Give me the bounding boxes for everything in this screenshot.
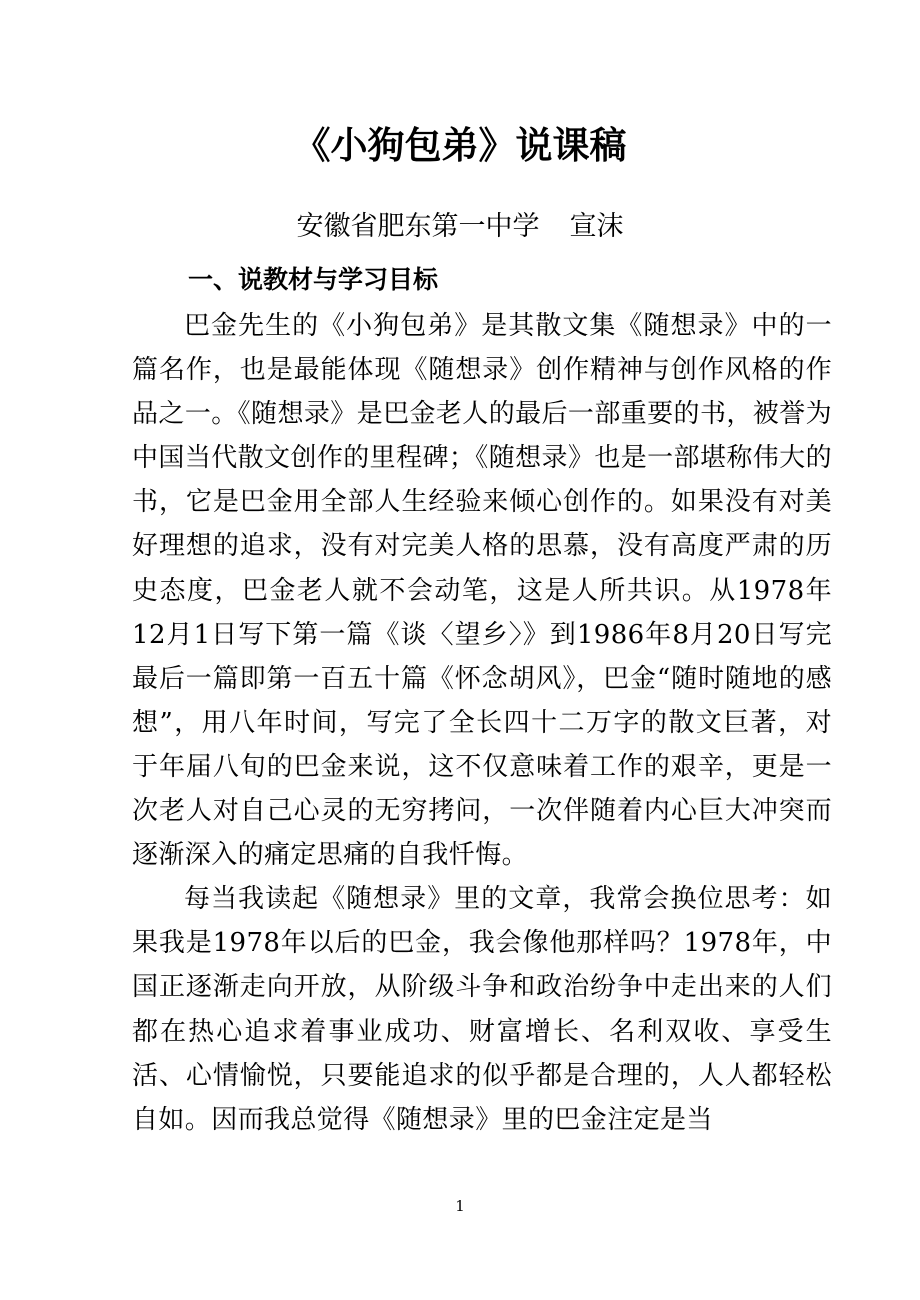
author-name: 宣沫 bbox=[569, 211, 624, 242]
document-title: 《小狗包弟》说课稿 bbox=[293, 124, 627, 167]
paragraph-2: 每当我读起《随想录》里的文章，我常会换位思考：如果我是1978年以后的巴金，我会像他那样吗？1978年，中国正逐渐走向开放，从阶级斗争和政治纷争中走出来的人们都在热心追求着事业成功、财富增长、名利双收、享受生活、心情愉悦，只要能追求的似乎都是合理的，人人都轻松自如。因而我总觉得《随想录》里的巴金注定是当 bbox=[132, 884, 832, 1135]
author-school: 安徽省肥东第一中学 bbox=[296, 211, 540, 242]
paragraph-1: 巴金先生的《小狗包弟》是其散文集《随想录》中的一篇名作，也是最能体现《随想录》创作精神与创作风格的作品之一。《随想录》是巴金老人的最后一部重要的书，被誉为中国当代散文创作的里程碑；《随想录》也是一部堪称伟大的书，它是巴金用全部人生经验来倾心创作的。如果没有对美好理想的追求，没有对完美人格的思慕，没有高度严肃的历史态度，巴金老人就不会动笔，这是人所共识。从1978年12月1日写下第一篇《谈〈望乡〉》到1986年8月20日写完最后一篇即第一百五十篇《怀念胡风》，巴金“随时随地的感想”，用八年时间，写完了全长四十二万字的散文巨著，对于年届八旬的巴金来说，这不仅意味着工作的艰辛，更是一次老人对自己心灵的无穷拷问，一次伴随着内心巨大冲突而逐渐深入的痛定思痛的自我忏悔。 bbox=[132, 311, 832, 871]
document-body bbox=[132, 304, 832, 1142]
section-heading: 一、说教材与学习目标 bbox=[188, 265, 439, 294]
page-number: 1 bbox=[455, 1197, 465, 1215]
author-line bbox=[0, 205, 920, 249]
